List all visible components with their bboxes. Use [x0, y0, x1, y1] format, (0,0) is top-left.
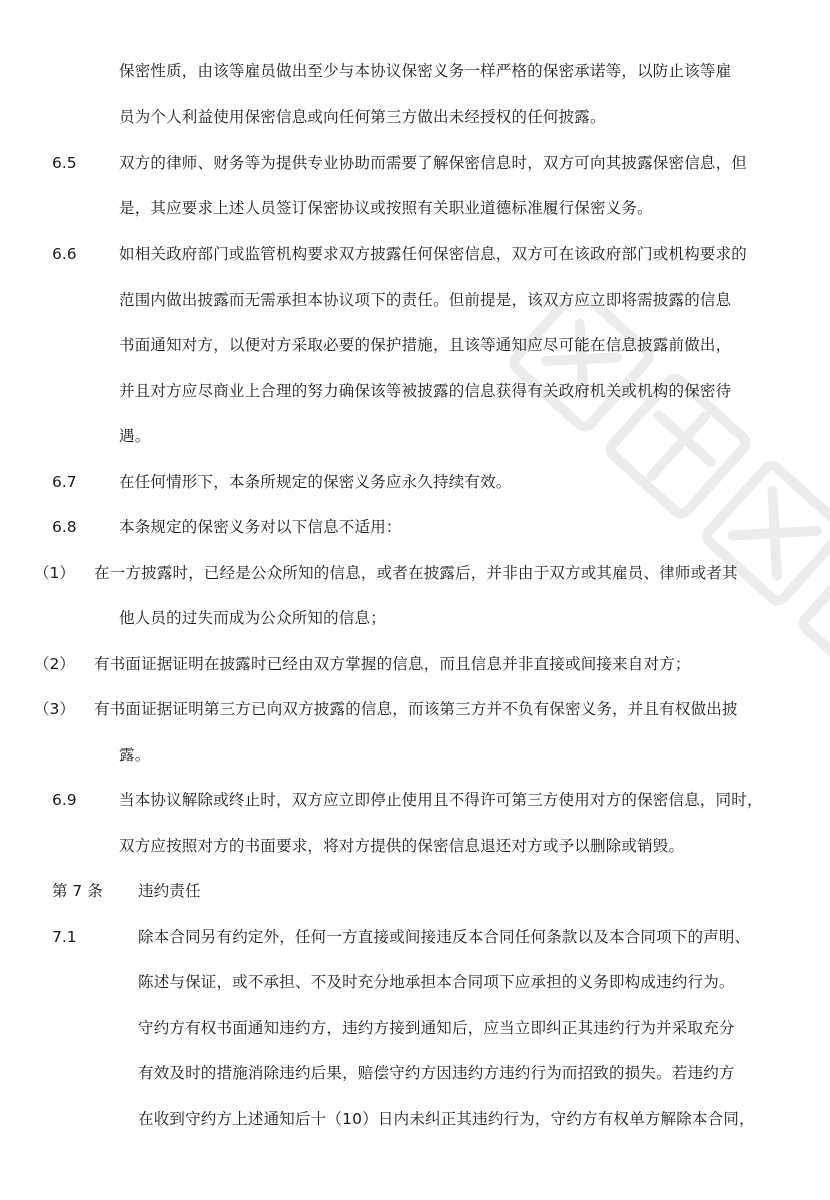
clause-number-6-5: 6.5	[52, 154, 77, 172]
article-7-title: 违约责任	[138, 882, 201, 900]
item-2-line-1: 有书面证据证明在披露时已经由双方掌握的信息，而且信息并非直接或间接来自对方；	[94, 655, 691, 673]
clause-number-7-1: 7.1	[52, 928, 77, 946]
cont-line-1: 保密性质，由该等雇员做出至少与本协议保密义务一样严格的保密承诺等，以防止该等雇	[119, 62, 732, 80]
clause-6-8-line-1: 本条规定的保密义务对以下信息不适用：	[119, 518, 402, 536]
clause-number-6-9: 6.9	[52, 791, 77, 809]
clause-number-6-6: 6.6	[52, 245, 77, 263]
clause-6-5-line-1: 双方的律师、财务等为提供专业协助而需要了解保密信息时，双方可向其披露保密信息，但	[119, 154, 748, 172]
clause-number-6-7: 6.7	[52, 473, 77, 491]
item-1-line-2: 他人员的过失而成为公众所知的信息；	[119, 609, 386, 627]
clause-7-1-line-3: 守约方有权书面通知违约方，违约方接到通知后，应当立即纠正其违约行为并采取充分	[138, 1019, 735, 1037]
clause-number-6-8: 6.8	[52, 518, 77, 536]
clause-7-1-line-5: 在收到守约方上述通知后十（10）日内未纠正其违约行为，守约方有权单方解除本合同，	[138, 1110, 755, 1128]
clause-6-9-line-2: 双方应按照对方的书面要求，将对方提供的保密信息退还对方或予以删除或销毁。	[119, 837, 685, 855]
item-number-2: （2）	[34, 655, 75, 673]
item-number-3: （3）	[34, 700, 75, 718]
clause-6-7-line-1: 在任何情形下，本条所规定的保密义务应永久持续有效。	[119, 473, 512, 491]
item-1-line-1: 在一方披露时，已经是公众所知的信息，或者在披露后，并非由于双方或其雇员、律师或者其	[94, 564, 738, 582]
article-7-number: 第 7 条	[52, 882, 103, 900]
clause-6-9-line-1: 当本协议解除或终止时，双方应立即停止使用且不得许可第三方使用对方的保密信息，同时，	[119, 791, 763, 809]
clause-6-6-line-2: 范围内做出披露而无需承担本协议项下的责任。但前提是，该双方应立即将需披露的信息	[119, 291, 732, 309]
clause-6-5-line-2: 是，其应要求上述人员签订保密协议或按照有关职业道德标准履行保密义务。	[119, 199, 653, 217]
item-number-1: （1）	[34, 564, 75, 582]
clause-7-1-line-2: 陈述与保证，或不承担、不及时充分地承担本合同项下应承担的义务即构成违约行为。	[138, 973, 735, 991]
clause-7-1-line-1: 除本合同另有约定外，任何一方直接或间接违反本合同任何条款以及本合同项下的声明、	[138, 928, 751, 946]
item-3-line-2: 露。	[119, 746, 151, 764]
item-3-line-1: 有书面证据证明第三方已向双方披露的信息，而该第三方并不负有保密义务，并且有权做出披	[94, 700, 738, 718]
clause-6-6-line-4: 并且对方应尽商业上合理的努力确保该等被披露的信息获得有关政府机关或机构的保密待	[119, 382, 732, 400]
clause-6-6-line-5: 遇。	[119, 427, 151, 445]
clause-7-1-line-4: 有效及时的措施消除违约后果，赔偿守约方因违约方违约行为而招致的损失。若违约方	[138, 1064, 735, 1082]
cont-line-2: 员为个人利益使用保密信息或向任何第三方做出未经授权的任何披露。	[119, 108, 606, 126]
clause-6-6-line-1: 如相关政府部门或监管机构要求双方披露任何保密信息，双方可在该政府部门或机构要求的	[119, 245, 748, 263]
clause-6-6-line-3: 书面通知对方，以便对方采取必要的保护措施，且该等通知应尽可能在信息披露前做出，	[119, 336, 732, 354]
